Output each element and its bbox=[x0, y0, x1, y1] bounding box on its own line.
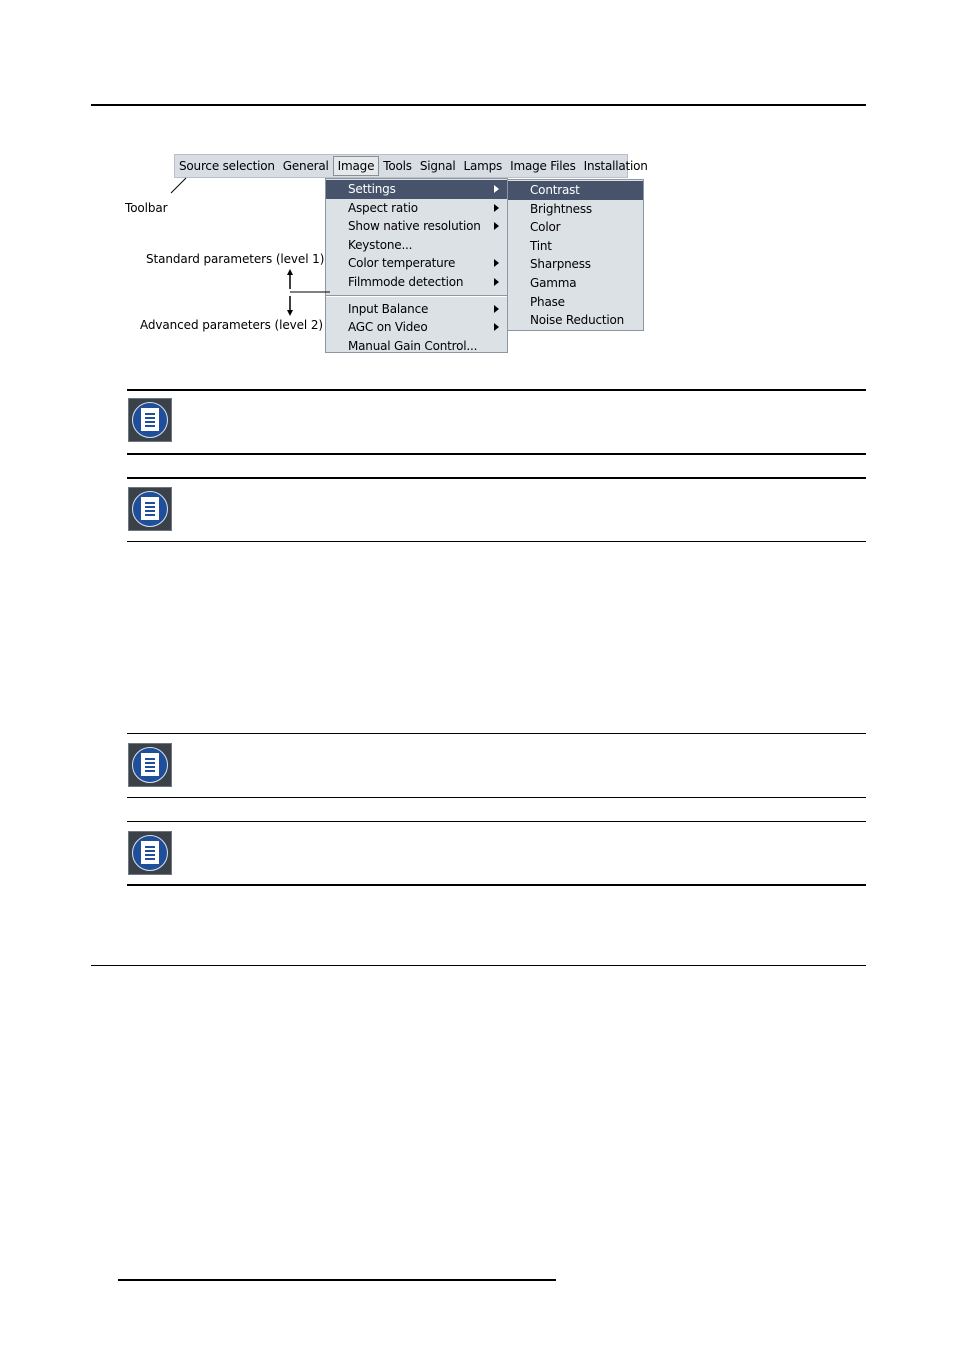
menubar-item-image-files[interactable]: Image Files bbox=[510, 159, 576, 173]
note-4-top-rule bbox=[127, 821, 866, 822]
submenu-arrow-icon bbox=[494, 259, 499, 267]
section-rule bbox=[91, 965, 866, 966]
menubar-item-tools[interactable]: Tools bbox=[383, 159, 412, 173]
note-1-bottom-rule bbox=[127, 453, 866, 455]
menu-item-color-temperature[interactable] bbox=[326, 254, 507, 273]
menubar-item-source-selection[interactable]: Source selection bbox=[179, 159, 275, 173]
menu-item-label: Color temperature bbox=[348, 256, 456, 271]
submenu-item-noise-reduction[interactable]: Noise Reduction bbox=[530, 313, 625, 328]
note-icon bbox=[128, 831, 172, 875]
submenu-item-phase[interactable]: Phase bbox=[530, 294, 565, 309]
submenu-item-brightness[interactable]: Brightness bbox=[530, 201, 592, 216]
note-icon bbox=[128, 398, 172, 442]
note-2-top-rule bbox=[127, 477, 866, 479]
note-3-bottom-rule bbox=[127, 797, 866, 798]
menubar-item-lamps[interactable]: Lamps bbox=[463, 159, 503, 173]
menu-item-label: Keystone... bbox=[348, 237, 413, 252]
note-4-bottom-rule bbox=[127, 884, 866, 886]
submenu-arrow-icon bbox=[494, 305, 499, 313]
submenu-item-color[interactable]: Color bbox=[530, 220, 561, 235]
submenu-arrow-icon bbox=[494, 185, 499, 193]
menubar-item-signal[interactable]: Signal bbox=[419, 159, 456, 173]
menu-item-aspect-ratio[interactable] bbox=[326, 199, 507, 218]
menu-item-keystone[interactable] bbox=[326, 236, 507, 255]
submenu-item-tint[interactable]: Tint bbox=[530, 238, 552, 253]
settings-submenu bbox=[507, 179, 644, 331]
menu-item-label: Show native resolution bbox=[348, 219, 481, 234]
standard-parameters-label: Standard parameters (level 1) bbox=[146, 252, 325, 266]
note-2-bottom-rule bbox=[127, 541, 866, 542]
submenu-arrow-icon bbox=[494, 323, 499, 331]
submenu-item-contrast[interactable]: Contrast bbox=[508, 181, 643, 200]
advanced-arrow-head bbox=[287, 310, 293, 316]
menu-item-label: Settings bbox=[348, 182, 396, 196]
submenu-arrow-icon bbox=[494, 204, 499, 212]
note-icon bbox=[128, 487, 172, 531]
menu-item-label: Manual Gain Control... bbox=[348, 338, 478, 353]
menubar-item-installation[interactable]: Installation bbox=[583, 159, 648, 173]
toolbar-label: Toolbar bbox=[125, 201, 168, 215]
note-icon bbox=[128, 743, 172, 787]
note-1-top-rule bbox=[127, 389, 866, 391]
menu-item-label: Input Balance bbox=[348, 301, 429, 316]
top-rule bbox=[91, 104, 866, 106]
footer-rule bbox=[118, 1279, 556, 1281]
submenu-item-sharpness[interactable]: Sharpness bbox=[530, 257, 591, 272]
menubar-item-image[interactable]: Image bbox=[333, 156, 380, 176]
submenu-arrow-icon bbox=[494, 278, 499, 286]
menu-item-settings[interactable] bbox=[326, 180, 507, 199]
menu-item-label: Filmmode detection bbox=[348, 274, 464, 289]
menu-item-show-native-resolution[interactable] bbox=[326, 217, 507, 236]
menu-item-label: AGC on Video bbox=[348, 320, 428, 335]
toolbar-menubar bbox=[174, 154, 648, 178]
advanced-parameters-label: Advanced parameters (level 2) bbox=[140, 318, 323, 332]
submenu-arrow-icon bbox=[494, 222, 499, 230]
image-menu bbox=[325, 178, 508, 353]
menu-item-filmmode-detection[interactable] bbox=[326, 273, 507, 292]
menu-item-agc-on-video[interactable] bbox=[326, 318, 507, 337]
note-3-top-rule bbox=[127, 733, 866, 734]
menu-item-input-balance[interactable] bbox=[326, 300, 507, 319]
menu-item-label: Aspect ratio bbox=[348, 200, 418, 215]
menu-separator bbox=[326, 295, 507, 297]
menubar-item-general[interactable]: General bbox=[282, 159, 329, 173]
menu-item-manual-gain-control[interactable] bbox=[326, 337, 507, 356]
submenu-item-gamma[interactable]: Gamma bbox=[530, 275, 577, 290]
standard-arrow-head bbox=[287, 269, 293, 275]
toolbar-leader bbox=[171, 178, 186, 193]
